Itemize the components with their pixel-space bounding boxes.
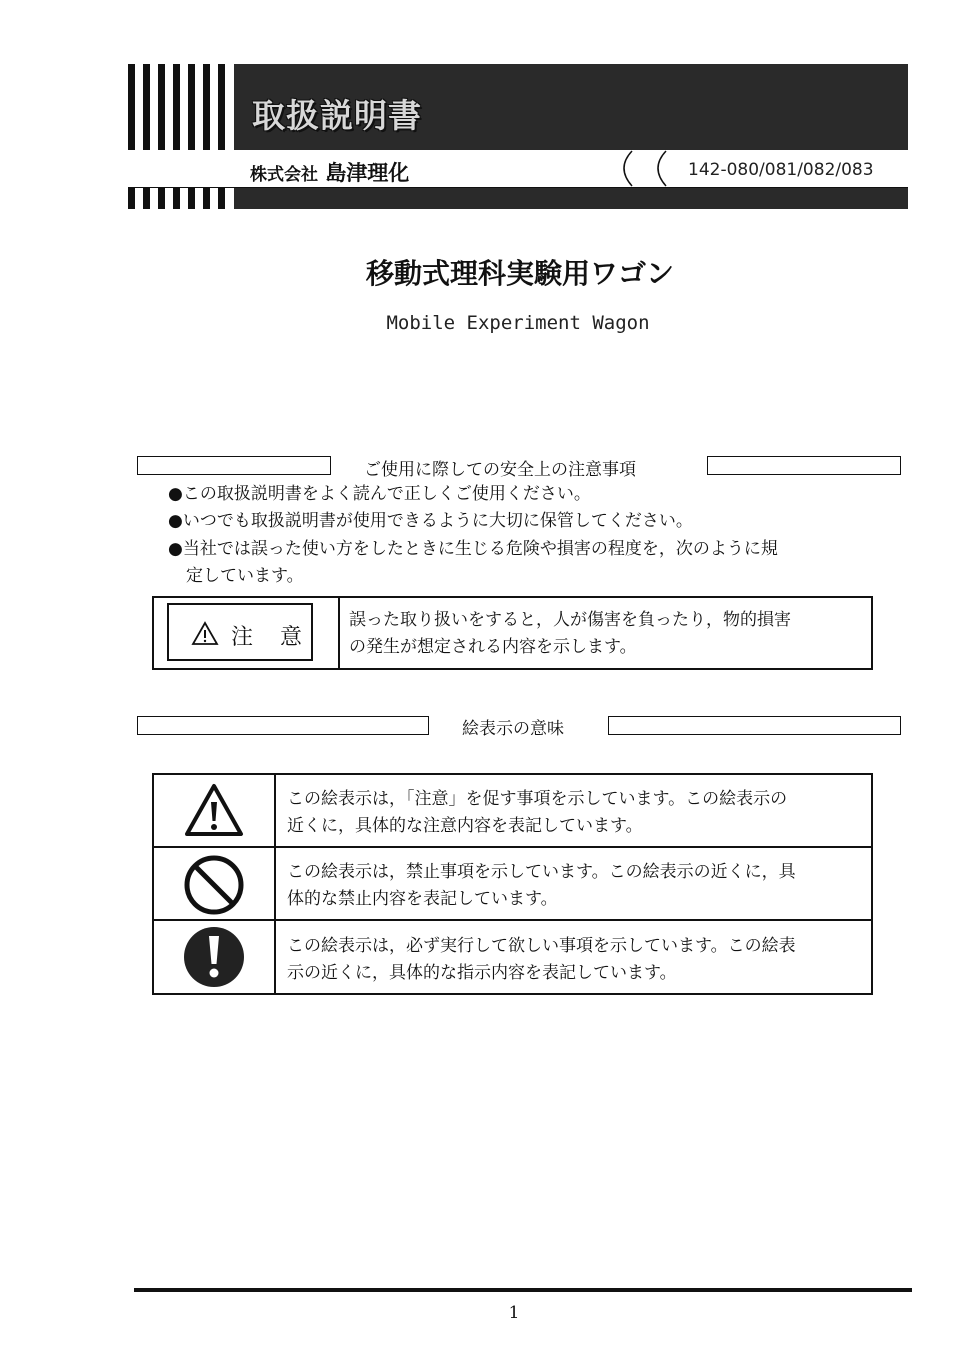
safety-bullet: ●いつでも取扱説明書が使用できるように大切に保管してください。 <box>168 511 693 531</box>
safety-heading: ご使用に際しての安全上の注意事項 <box>364 460 636 480</box>
symbol-description-line: この絵表示は，「注意」を促す事項を示しています。この絵表示の <box>287 789 788 809</box>
symbol-description <box>287 933 865 987</box>
symbol-description-line: この絵表示は，禁止事項を示しています。この絵表示の近くに，具 <box>287 862 796 882</box>
symbols-heading: 絵表示の意味 <box>462 719 564 739</box>
symbol-table-divider <box>274 773 276 995</box>
section-rule-right <box>707 456 901 475</box>
mandatory-action-icon <box>181 924 247 990</box>
caution-triangle-icon <box>191 621 219 646</box>
section-rule-right <box>608 716 901 735</box>
symbol-description-line: 体的な禁止内容を表記しています。 <box>287 889 558 909</box>
page-number: 1 <box>508 1303 520 1323</box>
symbol-table-row-divider <box>152 919 873 921</box>
symbol-description-line: この絵表示は，必ず実行して欲しい事項を示しています。この絵表 <box>287 936 796 956</box>
safety-bullet: ●この取扱説明書をよく読んで正しくご使用ください。 <box>168 484 591 504</box>
safety-bullet-continuation: 定しています。 <box>186 566 304 586</box>
symbol-description <box>287 859 865 913</box>
symbol-table-row-divider <box>152 846 873 848</box>
header-bottom-bar <box>234 188 908 209</box>
section-rule-left <box>137 456 331 475</box>
symbol-description <box>287 786 865 840</box>
symbol-description-line: 近くに，具体的な注意内容を表記しています。 <box>287 816 643 836</box>
company-name-main: 島津理化 <box>325 161 410 185</box>
prohibition-icon <box>181 852 247 918</box>
product-codes: 142-080/081/082/083 <box>688 160 874 180</box>
document-type-title: 取扱説明書 <box>252 96 422 135</box>
symbol-description-line: 示の近くに，具体的な指示内容を表記しています。 <box>287 963 677 983</box>
company-prefix: 株式会社 <box>250 165 318 185</box>
header-stripes <box>128 64 234 150</box>
caution-description <box>349 607 867 661</box>
caution-description-line: の発生が想定される内容を示します。 <box>349 637 637 657</box>
caution-label: 注 意 <box>231 625 312 650</box>
caution-description-line: 誤った取り扱いをすると，人が傷害を負ったり，物的損害 <box>349 610 791 630</box>
safety-bullet: ●当社では誤った使い方をしたときに生じる危険や損害の程度を，次のように規 <box>168 539 778 559</box>
company-name <box>250 157 409 187</box>
footer-rule <box>134 1288 912 1292</box>
section-rule-left <box>137 716 429 735</box>
header-bottom-stripes <box>128 188 234 209</box>
warning-triangle-icon <box>181 778 247 844</box>
caution-divider <box>338 596 340 670</box>
product-title-english: Mobile Experiment Wagon <box>386 312 650 334</box>
product-title: 移動式理科実験用ワゴン <box>365 257 674 290</box>
